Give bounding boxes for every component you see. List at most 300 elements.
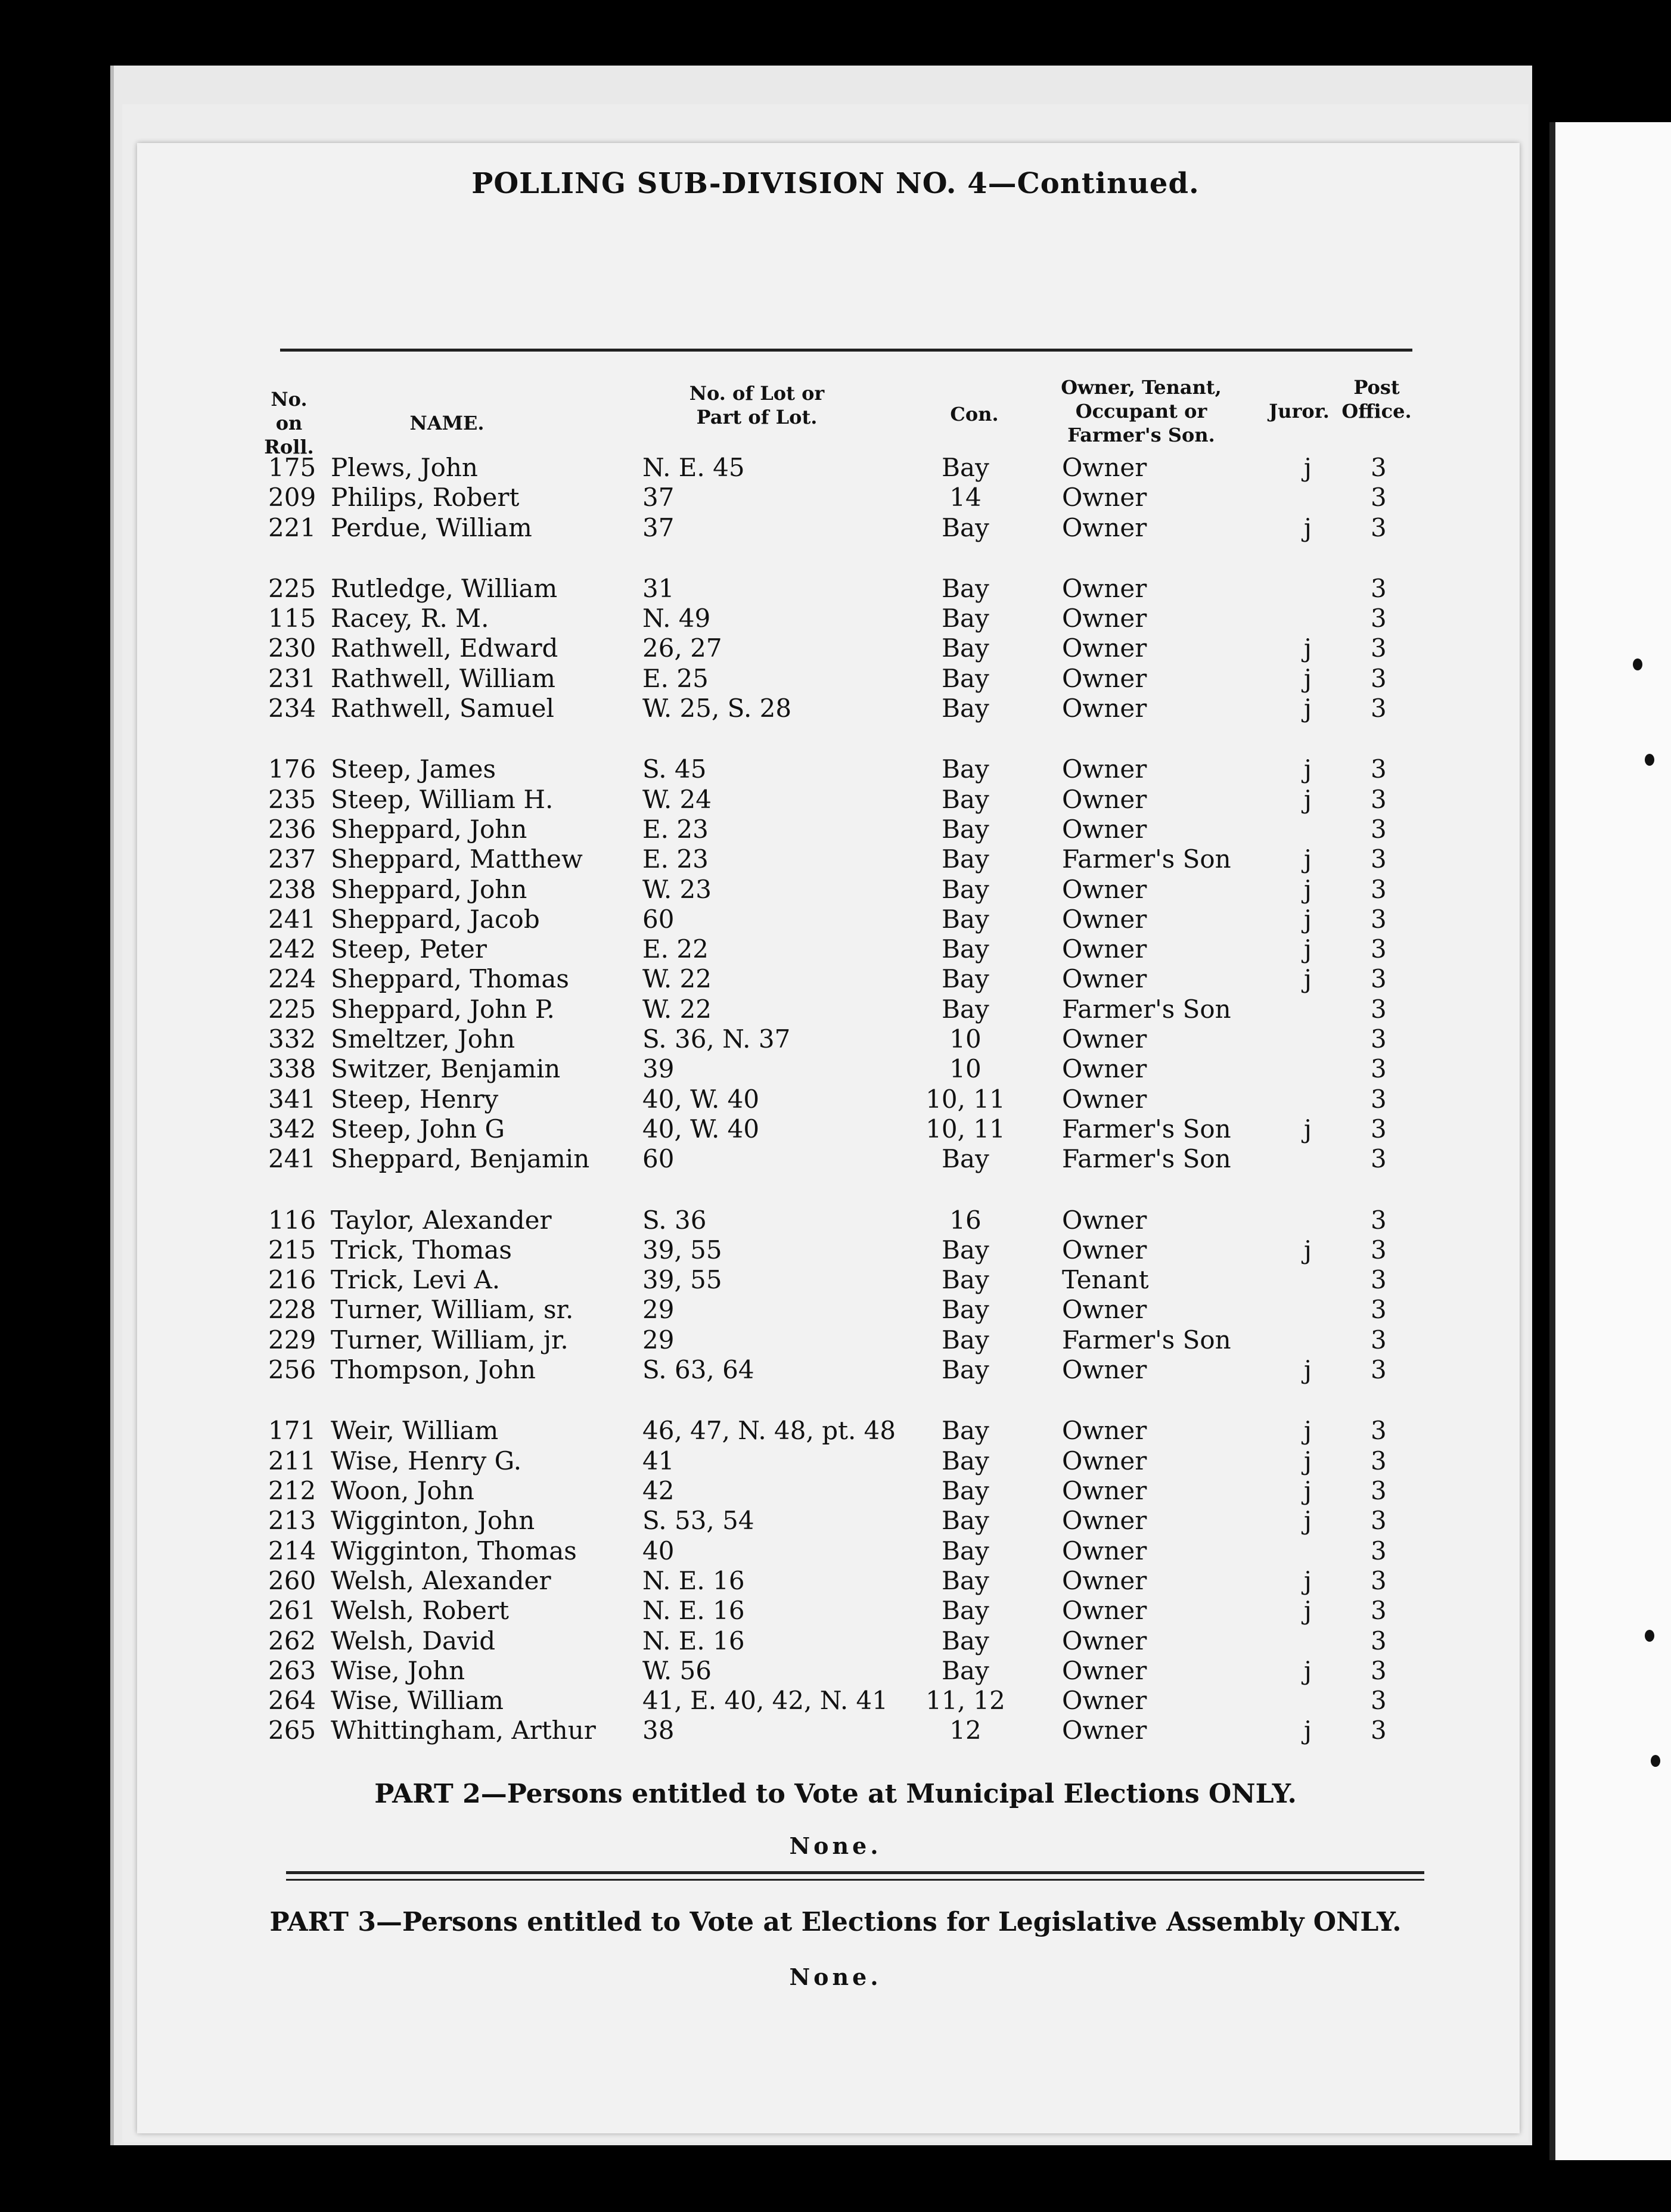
table-row — [0, 995, 1671, 1024]
cell-lot: W. 23 — [642, 875, 712, 904]
cell-lot: 37 — [642, 513, 675, 542]
cell-name: Trick, Thomas — [331, 1235, 512, 1265]
cell-lot: N. E. 16 — [642, 1626, 745, 1655]
cell-name: Whittingham, Arthur — [331, 1716, 596, 1745]
cell-lot: 40, W. 40 — [642, 1085, 760, 1114]
cell-no: 338 — [268, 1054, 316, 1083]
cell-no: 230 — [268, 633, 316, 663]
cell-con: Bay — [942, 1325, 989, 1354]
cell-lot: 39, 55 — [642, 1235, 722, 1265]
cell-con: Bay — [942, 785, 989, 814]
table-row — [0, 754, 1671, 784]
cell-no: 263 — [268, 1656, 316, 1685]
cell-post: 3 — [1371, 1566, 1387, 1595]
cell-owner: Owner — [1062, 1295, 1147, 1324]
cell-juror: j — [1304, 964, 1312, 993]
table-row — [0, 1024, 1671, 1054]
cell-lot: 39 — [642, 1054, 675, 1083]
cell-con: Bay — [942, 633, 989, 663]
page-title: POLLING SUB-DIVISION NO. 4—Continued. — [471, 167, 1200, 200]
cell-no: 176 — [268, 754, 316, 784]
cell-no: 261 — [268, 1596, 316, 1625]
cell-owner: Tenant — [1062, 1265, 1149, 1294]
cell-name: Sheppard, Jacob — [331, 905, 540, 934]
cell-name: Sheppard, John — [331, 815, 527, 844]
cell-name: Rathwell, Edward — [331, 633, 558, 663]
cell-post: 3 — [1371, 574, 1387, 603]
cell-con: Bay — [942, 513, 989, 542]
cell-juror: j — [1304, 1596, 1312, 1625]
cell-juror: j — [1304, 785, 1312, 814]
cell-con: 10, 11 — [925, 1114, 1005, 1144]
cell-con: Bay — [942, 1144, 989, 1173]
cell-con: Bay — [942, 815, 989, 844]
table-row — [0, 694, 1671, 723]
cell-lot: 41 — [642, 1446, 675, 1475]
cell-owner: Owner — [1062, 1476, 1147, 1505]
cell-no: 212 — [268, 1476, 316, 1505]
cell-no: 264 — [268, 1686, 316, 1715]
cell-no: 214 — [268, 1536, 316, 1565]
cell-con: Bay — [942, 1476, 989, 1505]
cell-juror: j — [1304, 844, 1312, 874]
cell-con: 16 — [949, 1206, 982, 1235]
table-row — [0, 905, 1671, 934]
cell-juror: j — [1304, 694, 1312, 723]
cell-no: 225 — [268, 574, 316, 603]
table-row — [0, 1716, 1671, 1745]
cell-owner: Owner — [1062, 1416, 1147, 1445]
cell-post: 3 — [1371, 1054, 1387, 1083]
table-row — [0, 1506, 1671, 1536]
cell-name: Thompson, John — [331, 1355, 536, 1384]
table-row — [0, 1114, 1671, 1144]
cell-owner: Owner — [1062, 1536, 1147, 1565]
cell-con: Bay — [942, 905, 989, 934]
cell-name: Steep, William H. — [331, 785, 554, 814]
cell-lot: E. 23 — [642, 844, 709, 874]
table-row — [0, 1416, 1671, 1446]
cell-owner: Owner — [1062, 513, 1147, 542]
cell-lot: S. 36, N. 37 — [642, 1024, 791, 1054]
cell-owner: Farmer's Son — [1062, 1325, 1231, 1354]
cell-post: 3 — [1371, 754, 1387, 784]
cell-no: 235 — [268, 785, 316, 814]
table-row — [0, 785, 1671, 815]
cell-lot: 38 — [642, 1716, 675, 1745]
cell-lot: E. 22 — [642, 934, 709, 964]
cell-post: 3 — [1371, 1506, 1387, 1535]
cell-juror: j — [1304, 1446, 1312, 1475]
cell-lot: 40, W. 40 — [642, 1114, 760, 1144]
cell-lot: W. 25, S. 28 — [642, 694, 792, 723]
cell-owner: Owner — [1062, 1566, 1147, 1595]
cell-post: 3 — [1371, 785, 1387, 814]
cell-con: Bay — [942, 1506, 989, 1535]
part-rule — [286, 1871, 1424, 1874]
cell-no: 256 — [268, 1355, 316, 1384]
table-row — [0, 1295, 1671, 1325]
cell-lot: W. 22 — [642, 995, 712, 1024]
cell-lot: N. E. 16 — [642, 1566, 745, 1595]
cell-owner: Owner — [1062, 1054, 1147, 1083]
table-row — [0, 604, 1671, 633]
cell-no: 265 — [268, 1716, 316, 1745]
cell-owner: Owner — [1062, 1686, 1147, 1715]
cell-con: Bay — [942, 1265, 989, 1294]
cell-lot: S. 53, 54 — [642, 1506, 754, 1535]
cell-name: Smeltzer, John — [331, 1024, 515, 1054]
cell-no: 332 — [268, 1024, 316, 1054]
cell-no: 237 — [268, 844, 316, 874]
cell-juror: j — [1304, 633, 1312, 663]
table-row — [0, 1355, 1671, 1385]
cell-con: Bay — [942, 453, 989, 482]
part2-none: None. — [789, 1832, 882, 1859]
table-row — [0, 1536, 1671, 1566]
cell-name: Woon, John — [331, 1476, 474, 1505]
cell-con: Bay — [942, 964, 989, 993]
cell-owner: Owner — [1062, 1085, 1147, 1114]
cell-juror: j — [1304, 664, 1312, 693]
cell-name: Steep, John G — [331, 1114, 505, 1144]
cell-post: 3 — [1371, 1416, 1387, 1445]
cell-no: 213 — [268, 1506, 316, 1535]
table-row — [0, 1626, 1671, 1656]
table-row — [0, 1144, 1671, 1174]
cell-name: Steep, Henry — [331, 1085, 499, 1114]
cell-post: 3 — [1371, 1626, 1387, 1655]
cell-no: 260 — [268, 1566, 316, 1595]
cell-owner: Owner — [1062, 1024, 1147, 1054]
cell-lot: E. 25 — [642, 664, 709, 693]
cell-owner: Owner — [1062, 1355, 1147, 1384]
cell-name: Wise, William — [331, 1686, 504, 1715]
cell-post: 3 — [1371, 1686, 1387, 1715]
cell-con: Bay — [942, 934, 989, 964]
cell-post: 3 — [1371, 664, 1387, 693]
cell-post: 3 — [1371, 1716, 1387, 1745]
cell-lot: W. 22 — [642, 964, 712, 993]
cell-con: Bay — [942, 1566, 989, 1595]
cell-juror: j — [1304, 1235, 1312, 1265]
cell-no: 225 — [268, 995, 316, 1024]
cell-post: 3 — [1371, 694, 1387, 723]
table-row — [0, 1235, 1671, 1265]
cell-con: 14 — [949, 483, 982, 512]
cell-juror: j — [1304, 1716, 1312, 1745]
table-row — [0, 875, 1671, 905]
cell-no: 175 — [268, 453, 316, 482]
cell-no: 229 — [268, 1325, 316, 1354]
cell-lot: 39, 55 — [642, 1265, 722, 1294]
table-row — [0, 574, 1671, 604]
header-name: NAME. — [409, 412, 484, 434]
cell-juror: j — [1304, 1416, 1312, 1445]
table-row — [0, 453, 1671, 483]
table-row — [0, 815, 1671, 844]
cell-post: 3 — [1371, 934, 1387, 964]
cell-no: 224 — [268, 964, 316, 993]
cell-owner: Owner — [1062, 964, 1147, 993]
cell-juror: j — [1304, 875, 1312, 904]
cell-owner: Farmer's Son — [1062, 1144, 1231, 1173]
header-owner: Owner, Tenant, Occupant or Farmer's Son. — [1061, 376, 1222, 446]
cell-owner: Owner — [1062, 483, 1147, 512]
cell-name: Steep, Peter — [331, 934, 487, 964]
cell-lot: N. E. 45 — [642, 453, 745, 482]
cell-name: Rathwell, William — [331, 664, 555, 693]
cell-lot: N. 49 — [642, 604, 711, 633]
table-row — [0, 1325, 1671, 1355]
cell-owner: Owner — [1062, 664, 1147, 693]
table-row — [0, 633, 1671, 663]
cell-post: 3 — [1371, 633, 1387, 663]
header-juror: Juror. — [1269, 400, 1330, 422]
cell-con: 10, 11 — [925, 1085, 1005, 1114]
cell-post: 3 — [1371, 964, 1387, 993]
cell-no: 115 — [268, 604, 316, 633]
cell-juror: j — [1304, 453, 1312, 482]
cell-owner: Owner — [1062, 1206, 1147, 1235]
cell-lot: 42 — [642, 1476, 675, 1505]
cell-lot: 46, 47, N. 48, pt. 48 — [642, 1416, 896, 1445]
cell-juror: j — [1304, 754, 1312, 784]
cell-no: 341 — [268, 1085, 316, 1114]
cell-no: 242 — [268, 934, 316, 964]
cell-post: 3 — [1371, 1446, 1387, 1475]
cell-name: Sheppard, Matthew — [331, 844, 583, 874]
cell-owner: Owner — [1062, 1446, 1147, 1475]
cell-owner: Owner — [1062, 815, 1147, 844]
header-lot: No. of Lot or Part of Lot. — [689, 382, 825, 428]
cell-owner: Owner — [1062, 1235, 1147, 1265]
cell-con: 10 — [949, 1024, 982, 1054]
cell-post: 3 — [1371, 995, 1387, 1024]
cell-no: 116 — [268, 1206, 316, 1235]
cell-name: Trick, Levi A. — [331, 1265, 501, 1294]
table-row — [0, 1085, 1671, 1114]
cell-name: Welsh, Robert — [331, 1596, 509, 1625]
cell-no: 221 — [268, 513, 316, 542]
cell-con: Bay — [942, 995, 989, 1024]
cell-no: 209 — [268, 483, 316, 512]
cell-post: 3 — [1371, 1295, 1387, 1324]
cell-name: Steep, James — [331, 754, 496, 784]
cell-name: Rutledge, William — [331, 574, 558, 603]
cell-owner: Farmer's Son — [1062, 995, 1231, 1024]
cell-post: 3 — [1371, 1024, 1387, 1054]
table-row — [0, 1054, 1671, 1084]
cell-con: Bay — [942, 754, 989, 784]
cell-name: Wise, John — [331, 1656, 465, 1685]
cell-post: 3 — [1371, 1656, 1387, 1685]
cell-no: 262 — [268, 1626, 316, 1655]
cell-lot: 29 — [642, 1295, 675, 1324]
cell-owner: Owner — [1062, 1716, 1147, 1745]
part3-heading: PART 3—Persons entitled to Vote at Elections for Legislative Assembly ONLY. — [269, 1907, 1402, 1937]
cell-owner: Owner — [1062, 1596, 1147, 1625]
cell-name: Plews, John — [331, 453, 478, 482]
cell-no: 231 — [268, 664, 316, 693]
cell-no: 236 — [268, 815, 316, 844]
cell-post: 3 — [1371, 1265, 1387, 1294]
cell-owner: Owner — [1062, 1506, 1147, 1535]
cell-con: Bay — [942, 1295, 989, 1324]
cell-post: 3 — [1371, 483, 1387, 512]
cell-con: Bay — [942, 574, 989, 603]
cell-no: 228 — [268, 1295, 316, 1324]
cell-lot: S. 36 — [642, 1206, 707, 1235]
table-row — [0, 964, 1671, 994]
table-row — [0, 513, 1671, 543]
cell-post: 3 — [1371, 513, 1387, 542]
cell-no: 241 — [268, 1144, 316, 1173]
cell-post: 3 — [1371, 1596, 1387, 1625]
cell-no: 241 — [268, 905, 316, 934]
cell-post: 3 — [1371, 1325, 1387, 1354]
cell-no: 211 — [268, 1446, 316, 1475]
cell-owner: Owner — [1062, 694, 1147, 723]
cell-lot: S. 63, 64 — [642, 1355, 754, 1384]
cell-name: Switzer, Benjamin — [331, 1054, 561, 1083]
cell-post: 3 — [1371, 1355, 1387, 1384]
table-row — [0, 934, 1671, 964]
table-row — [0, 1686, 1671, 1716]
cell-name: Sheppard, John — [331, 875, 527, 904]
cell-no: 238 — [268, 875, 316, 904]
cell-lot: 60 — [642, 1144, 675, 1173]
cell-name: Sheppard, Benjamin — [331, 1144, 590, 1173]
cell-owner: Farmer's Son — [1062, 844, 1231, 874]
cell-post: 3 — [1371, 1085, 1387, 1114]
cell-name: Wigginton, Thomas — [331, 1536, 577, 1565]
cell-lot: 40 — [642, 1536, 675, 1565]
cell-lot: 31 — [642, 574, 675, 603]
cell-post: 3 — [1371, 1235, 1387, 1265]
cell-juror: j — [1304, 1114, 1312, 1144]
cell-owner: Farmer's Son — [1062, 1114, 1231, 1144]
cell-name: Sheppard, Thomas — [331, 964, 569, 993]
cell-name: Wigginton, John — [331, 1506, 535, 1535]
cell-name: Welsh, David — [331, 1626, 496, 1655]
ink-dot — [1651, 1755, 1660, 1767]
cell-con: Bay — [942, 1536, 989, 1565]
cell-post: 3 — [1371, 604, 1387, 633]
cell-lot: 41, E. 40, 42, N. 41 — [642, 1686, 889, 1715]
cell-owner: Owner — [1062, 875, 1147, 904]
part3-none: None. — [789, 1964, 882, 1990]
cell-juror: j — [1304, 905, 1312, 934]
table-row — [0, 664, 1671, 694]
table-row — [0, 1476, 1671, 1506]
cell-juror: j — [1304, 1355, 1312, 1384]
cell-con: Bay — [942, 694, 989, 723]
cell-lot: S. 45 — [642, 754, 707, 784]
cell-juror: j — [1304, 1506, 1312, 1535]
cell-no: 234 — [268, 694, 316, 723]
header-con: Con. — [950, 403, 999, 425]
cell-lot: E. 23 — [642, 815, 709, 844]
table-row — [0, 1206, 1671, 1235]
header-post: Post Office. — [1341, 376, 1412, 422]
cell-con: Bay — [942, 1235, 989, 1265]
cell-post: 3 — [1371, 1114, 1387, 1144]
cell-owner: Owner — [1062, 934, 1147, 964]
cell-owner: Owner — [1062, 453, 1147, 482]
header-no: No. on Roll. — [264, 388, 314, 458]
cell-owner: Owner — [1062, 604, 1147, 633]
cell-no: 216 — [268, 1265, 316, 1294]
cell-name: Perdue, William — [331, 513, 532, 542]
cell-name: Sheppard, John P. — [331, 995, 555, 1024]
cell-name: Turner, William, jr. — [331, 1325, 569, 1354]
cell-post: 3 — [1371, 1476, 1387, 1505]
part2-heading: PART 2—Persons entitled to Vote at Municipal Elections ONLY. — [374, 1779, 1297, 1809]
cell-con: Bay — [942, 1596, 989, 1625]
cell-name: Racey, R. M. — [331, 604, 489, 633]
cell-post: 3 — [1371, 453, 1387, 482]
cell-con: 10 — [949, 1054, 982, 1083]
header-rule — [280, 349, 1412, 352]
table-row — [0, 1656, 1671, 1686]
cell-post: 3 — [1371, 905, 1387, 934]
cell-con: 12 — [949, 1716, 982, 1745]
table-row — [0, 1596, 1671, 1626]
cell-lot: 60 — [642, 905, 675, 934]
cell-no: 215 — [268, 1235, 316, 1265]
table-row — [0, 844, 1671, 874]
cell-post: 3 — [1371, 815, 1387, 844]
cell-juror: j — [1304, 513, 1312, 542]
cell-con: Bay — [942, 844, 989, 874]
cell-name: Weir, William — [331, 1416, 499, 1445]
cell-owner: Owner — [1062, 574, 1147, 603]
cell-juror: j — [1304, 1566, 1312, 1595]
cell-lot: 37 — [642, 483, 675, 512]
cell-post: 3 — [1371, 1144, 1387, 1173]
cell-owner: Owner — [1062, 633, 1147, 663]
cell-post: 3 — [1371, 1206, 1387, 1235]
cell-name: Philips, Robert — [331, 483, 520, 512]
cell-con: Bay — [942, 875, 989, 904]
cell-lot: W. 24 — [642, 785, 712, 814]
cell-con: Bay — [942, 1355, 989, 1384]
cell-owner: Owner — [1062, 1656, 1147, 1685]
cell-name: Turner, William, sr. — [331, 1295, 574, 1324]
cell-juror: j — [1304, 934, 1312, 964]
cell-name: Rathwell, Samuel — [331, 694, 554, 723]
cell-name: Wise, Henry G. — [331, 1446, 522, 1475]
cell-owner: Owner — [1062, 785, 1147, 814]
table-row — [0, 483, 1671, 512]
cell-juror: j — [1304, 1476, 1312, 1505]
cell-post: 3 — [1371, 875, 1387, 904]
cell-no: 342 — [268, 1114, 316, 1144]
part-rule-thin — [286, 1879, 1424, 1881]
cell-con: Bay — [942, 1446, 989, 1475]
cell-post: 3 — [1371, 1536, 1387, 1565]
cell-no: 171 — [268, 1416, 316, 1445]
cell-con: Bay — [942, 604, 989, 633]
cell-juror: j — [1304, 1656, 1312, 1685]
table-row — [0, 1265, 1671, 1295]
cell-con: Bay — [942, 1656, 989, 1685]
table-row — [0, 1566, 1671, 1596]
cell-owner: Owner — [1062, 754, 1147, 784]
cell-owner: Owner — [1062, 1626, 1147, 1655]
table-row — [0, 1446, 1671, 1476]
